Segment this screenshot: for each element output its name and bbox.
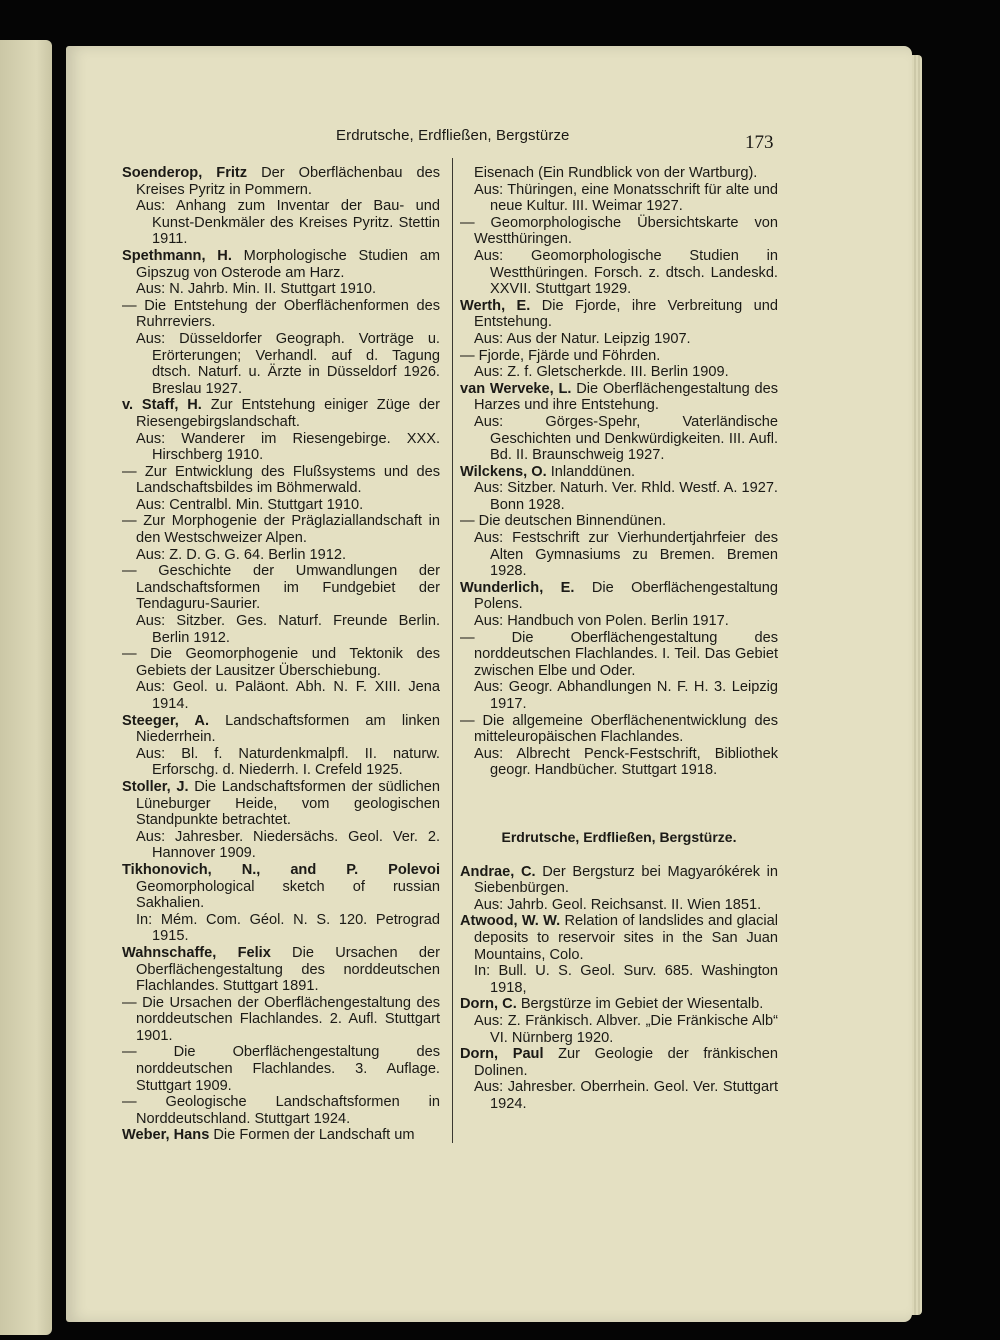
entry-author: Soenderop, Fritz (122, 165, 248, 181)
bibliography-entry (122, 563, 440, 646)
bibliography-entry (122, 298, 440, 398)
entry-title-line (122, 464, 440, 497)
entry-author: Wilckens, O. (460, 463, 547, 480)
bibliography-entry (460, 996, 778, 1046)
bibliography-entry (122, 862, 440, 945)
entry-source: Aus: Geogr. Abhandlungen N. F. H. 3. Leipzig 1917. (474, 679, 778, 712)
bibliography-entry (460, 513, 778, 579)
page-number: 173 (745, 132, 774, 153)
bibliography-entry (460, 713, 778, 779)
bibliography-entry (460, 381, 778, 464)
entry-title-line (122, 1094, 440, 1127)
left-column (122, 165, 440, 1144)
entry-title: — Die allgemeine Oberflächenentwicklung des mitteleuropäischen Flachlandes. (460, 712, 778, 746)
entry-author: v. Staff, H. (122, 397, 202, 414)
entry-title: Landschaftsformen am linken Niederrhein. (136, 712, 440, 746)
bibliography-entry (122, 165, 440, 248)
entry-title: — Geomorphologische Übersichtskarte von Westthüringen. (460, 214, 778, 248)
bibliography-entry (122, 248, 440, 298)
entry-source: In: Mém. Com. Géol. N. S. 120. Petrograd 1915. (136, 911, 440, 945)
entry-source: Aus: Z. f. Gletscherkde. III. Berlin 1909. (474, 364, 729, 381)
bibliography-entry (122, 1044, 440, 1094)
bibliography-entry (122, 779, 440, 862)
entry-source: Aus: Aus der Natur. Leipzig 1907. (474, 330, 691, 347)
bibliography-entry (460, 464, 778, 514)
entry-title: Die Oberflächengestaltung Polens. (474, 579, 778, 613)
section-heading: Erdrutsche, Erdfließen, Bergstürze. (501, 828, 737, 845)
entry-source: Aus: Görges-Spehr, Vaterländische Geschichten und Denkwürdigkeiten. III. Aufl. Bd. II. Braunschweig 1927. (474, 413, 778, 464)
entry-source: Aus: Sitzber. Naturh. Ver. Rhld. Westf. A. 1927. Bonn 1928. (474, 480, 778, 513)
entry-title: Der Bergsturz bei Magyarókérek in Siebenbürgen. (474, 863, 778, 897)
bibliography-entry (122, 646, 440, 712)
bibliography-entry (122, 945, 440, 995)
bibliography-entry (460, 913, 778, 996)
column-divider (452, 158, 453, 1143)
entry-title-line (460, 996, 778, 1013)
entry-source: Aus: Düsseldorfer Geograph. Vorträge u. Erörterungen; Verhandl. auf d. Tagung dtsch. Naturf. u. Ärzte in Düsseldorf 1926. Breslau 1927. (136, 330, 440, 397)
entry-source: Aus: Z. D. G. G. 64. Berlin 1912. (136, 546, 347, 563)
bibliography-entry (460, 580, 778, 630)
entry-source: Aus: Centralbl. Min. Stuttgart 1910. (136, 496, 364, 513)
entry-author: van Werveke, L. (460, 380, 572, 397)
entry-title: Zur Geologie der fränkischen Dolinen. (474, 1046, 778, 1079)
right-column (460, 165, 778, 1112)
entry-title-line (460, 580, 778, 613)
entry-source: Aus: Jahresber. Oberrhein. Geol. Ver. Stuttgart 1924. (474, 1079, 778, 1112)
entry-source: Aus: Bl. f. Naturdenkmalpfl. II. naturw. Erforschg. d. Niederrh. I. Crefeld 1925. (136, 745, 440, 779)
entry-title-line (460, 913, 778, 963)
bibliography-entry (460, 348, 778, 381)
entry-source: Aus: Z. Fränkisch. Albver. „Die Fränkische Alb“ VI. Nürnberg 1920. (474, 1012, 778, 1046)
bibliography-entry (460, 298, 778, 348)
entry-title: — Die Ursachen der Oberflächengestaltung des norddeutschen Flachlandes. 2. Aufl. Stuttgart 1901. (122, 994, 440, 1044)
entry-title-line (122, 945, 440, 995)
entry-title: Eisenach (Ein Rundblick von der Wartburg). (474, 165, 758, 181)
entry-title-line (460, 1046, 778, 1079)
entry-title: — Zur Morphogenie der Präglaziallandschaft in den Westschweizer Alpen. (122, 513, 440, 547)
entry-title-line (460, 348, 778, 365)
entry-author: Werth, E. (460, 297, 531, 314)
entry-title-line (122, 862, 440, 912)
entry-title: Die Formen der Landschaft um (209, 1127, 415, 1144)
entry-author: Dorn, Paul (460, 1046, 544, 1063)
entry-source: Aus: Anhang zum Inventar der Bau- und Kunst-Denkmäler des Kreises Pyritz. Stettin 1911. (136, 198, 440, 248)
entry-title: — Geologische Landschaftsformen in Norddeutschland. Stuttgart 1924. (122, 1094, 440, 1127)
bibliography-entry (460, 215, 778, 298)
entry-source: Aus: Albrecht Penck-Festschrift, Bibliothek geogr. Handbücher. Stuttgart 1918. (474, 745, 778, 779)
entry-source: Aus: Festschrift zur Vierhundertjahrfeier des Alten Gymnasiums zu Bremen. Bremen 1928. (474, 530, 778, 580)
entry-author: Tikhonovich, N., and P. Polevoi (122, 861, 440, 878)
running-head: Erdrutsche, Erdfließen, Bergstürze (336, 127, 570, 144)
entry-title: Die Landschaftsformen der südlichen Lüneburger Heide, vom geologischen Standpunkte betrachtet. (136, 778, 440, 829)
bibliography-entry (460, 630, 778, 713)
entry-title-line (460, 381, 778, 414)
entry-title: — Die Oberflächengestaltung des norddeutschen Flachlandes. I. Teil. Das Gebiet zwischen Elbe und Oder. (460, 629, 778, 679)
entry-title-line (122, 1127, 440, 1144)
bibliography-entry (122, 713, 440, 779)
entry-author: Atwood, W. W. (460, 913, 561, 930)
entry-title-line (122, 165, 440, 198)
entry-source: Aus: Geomorphologische Studien in Westthüringen. Forsch. z. dtsch. Landeskd. XXVII. Stuttgart 1929. (474, 247, 778, 298)
bibliography-entry (122, 1127, 440, 1144)
entry-source: Aus: Handbuch von Polen. Berlin 1917. (474, 613, 729, 630)
entry-title-line (122, 646, 440, 679)
entry-title: — Die deutschen Binnendünen. (460, 513, 667, 530)
entry-source: Aus: Jahrb. Geol. Reichsanst. II. Wien 1851. (474, 896, 762, 913)
entry-title-line (122, 779, 440, 829)
entry-title: Bergstürze im Gebiet der Wiesentalb. (516, 996, 764, 1013)
entry-title-line (122, 397, 440, 430)
entry-title: Die Fjorde, ihre Verbreitung und Entstehung. (474, 297, 778, 331)
entry-title: Die Oberflächengestaltung des Harzes und ihre Entstehung. (474, 380, 778, 414)
entry-title: Zur Entstehung einiger Züge der Riesengebirgslandschaft. (136, 397, 441, 430)
entry-source: In: Bull. U. S. Geol. Surv. 685. Washington 1918, (474, 963, 778, 996)
entry-title: Geomorphological sketch of russian Sakhalien. (136, 878, 440, 912)
bibliography-entry (122, 464, 440, 514)
entry-author: Weber, Hans (122, 1127, 210, 1144)
entry-title: — Fjorde, Fjärde und Föhrden. (460, 347, 661, 364)
entry-author: Andrae, C. (460, 863, 536, 880)
entry-title-line (460, 165, 778, 182)
bibliography-entry (122, 995, 440, 1045)
bibliography-entry (122, 1094, 440, 1127)
entry-author: Wunderlich, E. (460, 579, 575, 596)
entry-title-line (122, 1044, 440, 1094)
entry-author: Spethmann, H. (122, 247, 232, 264)
bibliography-entry (460, 864, 778, 914)
entry-source: Aus: Jahresber. Niedersächs. Geol. Ver. 2. Hannover 1909. (136, 828, 440, 862)
entry-author: Dorn, C. (460, 996, 517, 1013)
entry-source: Aus: Thüringen, eine Monatsschrift für alte und neue Kultur. III. Weimar 1927. (474, 181, 778, 215)
entry-source: Aus: Sitzber. Ges. Naturf. Freunde Berlin. Berlin 1912. (136, 613, 440, 646)
section-entries (460, 864, 778, 1113)
entry-title: Morphologische Studien am Gipszug von Osterode am Harz. (136, 247, 440, 281)
entry-title: — Die Geomorphogenie und Tektonik des Gebiets der Lausitzer Überschiebung. (122, 646, 440, 679)
entry-source: Aus: Geol. u. Paläont. Abh. N. F. XIII. Jena 1914. (136, 679, 440, 712)
entry-title: Die Ursachen der Oberflächengestaltung des norddeutschen Flachlandes. Stuttgart 1891. (136, 944, 440, 995)
entry-source: Aus: N. Jahrb. Min. II. Stuttgart 1910. (136, 281, 377, 298)
entry-title-line (122, 995, 440, 1045)
entry-title: Inlanddünen. (546, 463, 636, 480)
entry-author: Wahnschaffe, Felix (122, 944, 271, 961)
entry-title: — Die Entstehung der Oberflächenformen des Ruhrreviers. (122, 297, 440, 331)
entry-title: Relation of landslides and glacial deposits to reservoir sites in the San Juan Mountains, Colo. (474, 913, 778, 963)
entry-title-line (122, 248, 440, 281)
entry-title: Der Oberflächenbau des Kreises Pyritz in Pommern. (136, 165, 441, 198)
entry-title-line (460, 215, 778, 248)
entry-title-line (122, 513, 440, 546)
entry-title-line (122, 563, 440, 613)
entry-title-line (460, 513, 778, 530)
entry-title-line (460, 630, 778, 680)
entry-source: Aus: Wanderer im Riesengebirge. XXX. Hirschberg 1910. (136, 430, 440, 464)
entry-title-line (460, 864, 778, 897)
entry-title-line (122, 298, 440, 331)
bibliography-entry (460, 1046, 778, 1112)
facing-page-edge (0, 40, 52, 1335)
entry-author: Steeger, A. (122, 712, 209, 729)
entry-title-line (122, 713, 440, 746)
entry-title-line (460, 464, 778, 481)
right-column-entries (460, 165, 778, 779)
bibliography-entry (122, 513, 440, 563)
entry-title: — Die Oberflächengestaltung des norddeutschen Flachlandes. 3. Auflage. Stuttgart 1909. (122, 1044, 440, 1094)
entry-title-line (460, 298, 778, 331)
entry-title-line (460, 713, 778, 746)
entry-title: — Geschichte der Umwandlungen der Landschaftsformen im Fundgebiet der Tendaguru-Saurier. (122, 563, 440, 613)
entry-author: Stoller, J. (122, 778, 189, 795)
bibliography-entry (460, 165, 778, 215)
entry-title: — Zur Entwicklung des Flußsystems und des Landschaftsbildes im Böhmerwald. (122, 463, 440, 497)
bibliography-entry (122, 397, 440, 463)
